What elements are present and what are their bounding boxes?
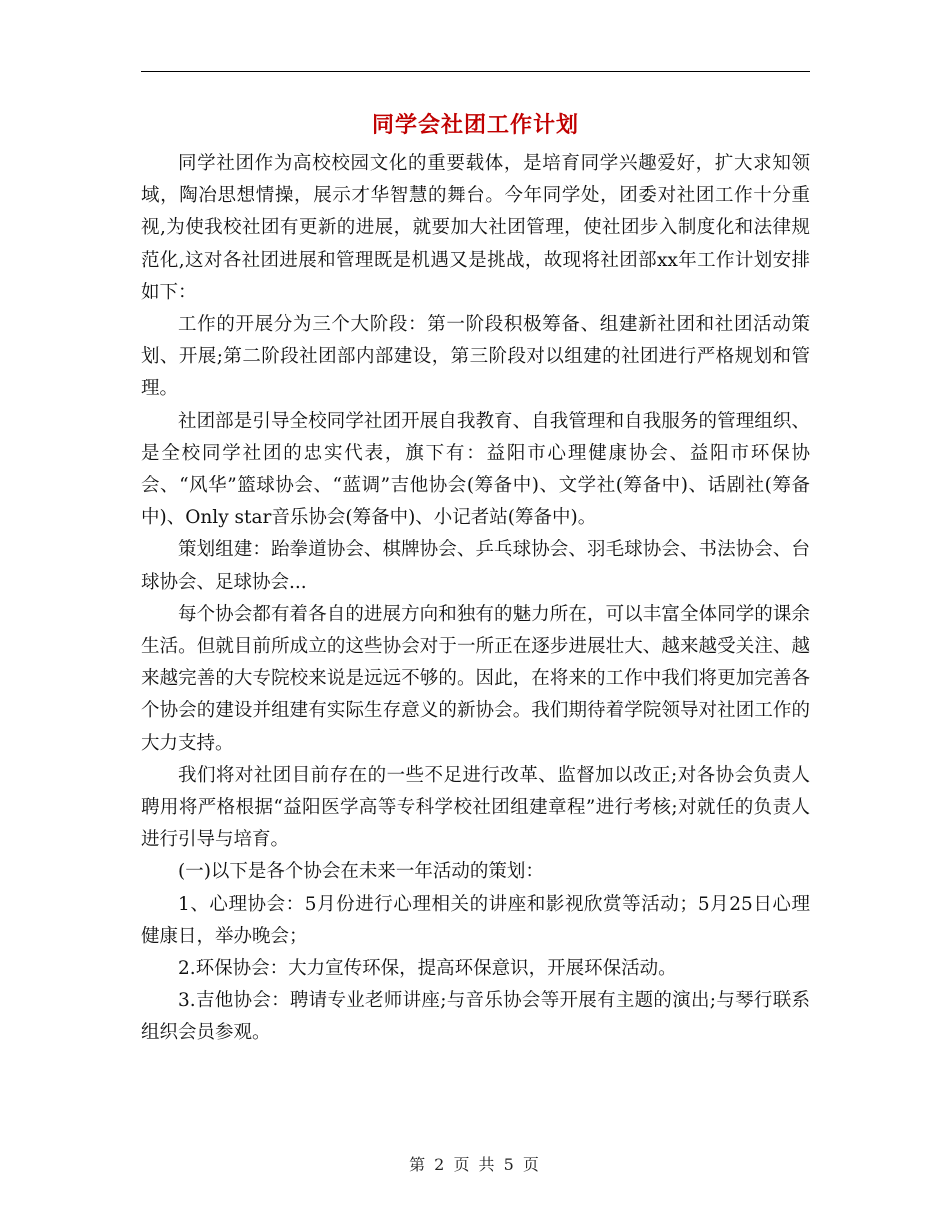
paragraph: 我们将对社团目前存在的一些不足进行改革、监督加以改正;对各协会负责人聘用将严格根据“益阳医学高等专科学校社团组建章程”进行考核;对就任的负责人进行引导与培育。 bbox=[141, 764, 810, 851]
header-rule bbox=[141, 71, 810, 72]
paragraph: 策划组建：跆拳道协会、棋牌协会、乒乓球协会、羽毛球协会、书法协会、台球协会、足球协会... bbox=[141, 539, 810, 593]
paragraph: 3.吉他协会：聘请专业老师讲座;与音乐协会等开展有主题的演出;与琴行联系组织会员参观。 bbox=[141, 990, 810, 1044]
paragraph: 社团部是引导全校同学社团开展自我教育、自我管理和自我服务的管理组织、是全校同学社团的忠实代表，旗下有：益阳市心理健康协会、益阳市环保协会、“风华”篮球协会、“蓝调”吉他协会(筹备中)、文学社(筹备中)、话剧社(筹备中)、Only star音乐协会(筹备中)、小记者站(筹备中)。 bbox=[141, 410, 810, 529]
paragraph: 同学社团作为高校校园文化的重要载体，是培育同学兴趣爱好，扩大求知领域，陶冶思想情操，展示才华智慧的舞台。今年同学处，团委对社团工作十分重视,为使我校社团有更新的进展，就要加大社团管理，使社团步入制度化和法律规范化,这对各社团进展和管理既是机遇又是挑战，故现将社团部xx年工作计划安排如下： bbox=[141, 153, 810, 303]
paragraph: 工作的开展分为三个大阶段：第一阶段积极筹备、组建新社团和社团活动策划、开展;第二阶段社团部内部建设，第三阶段对以组建的社团进行严格规划和管理。 bbox=[141, 314, 810, 400]
document-title: 同学会社团工作计划 bbox=[371, 112, 579, 138]
paragraph: (一)以下是各个协会在未来一年活动的策划： bbox=[178, 861, 544, 883]
document-body bbox=[141, 148, 810, 1050]
page-number: 第 2 页 共 5 页 bbox=[409, 1155, 541, 1174]
paragraph: 2.环保协会：大力宣传环保，提高环保意识，开展环保活动。 bbox=[178, 958, 677, 980]
paragraph: 1、心理协会：5月份进行心理相关的讲座和影视欣赏等活动；5月25日心理健康日，举办晚会； bbox=[141, 893, 810, 947]
paragraph: 每个协会都有着各自的进展方向和独有的魅力所在，可以丰富全体同学的课余生活。但就目前所成立的这些协会对于一所正在逐步进展壮大、越来越受关注、越来越完善的大专院校来说是远远不够的。因此，在将来的工作中我们将更加完善各个协会的建设并组建有实际生存意义的新协会。我们期待着学院领导对社团工作的大力支持。 bbox=[141, 603, 810, 754]
